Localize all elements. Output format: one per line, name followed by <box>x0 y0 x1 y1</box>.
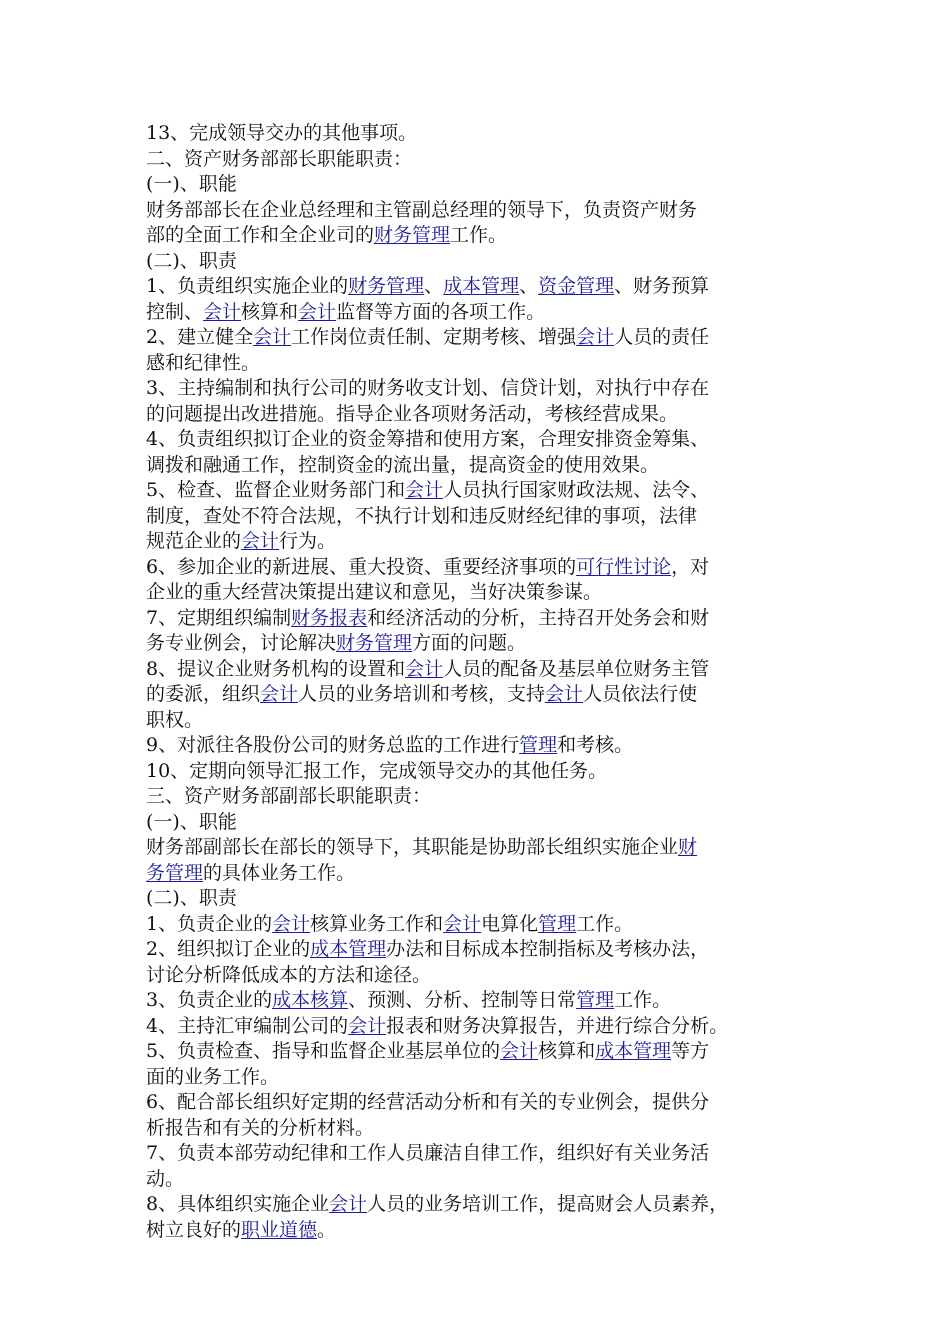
text-line <box>146 402 816 428</box>
text-segment: 的具体业务工作。 <box>203 861 356 884</box>
text-line <box>146 1192 816 1218</box>
text-line <box>146 529 816 555</box>
text-segment: 6、参加企业的新进展、重大投资、重要经济事项的 <box>146 555 577 578</box>
text-segment: 办法和目标成本控制指标及考核办法， <box>386 938 710 960</box>
hyperlink[interactable]: 会计 <box>241 530 280 552</box>
text-line <box>146 478 816 504</box>
text-segment: 职权。 <box>146 708 204 731</box>
text-segment: 2、建立健全 <box>146 326 254 348</box>
text-segment: 和考核。 <box>557 734 634 756</box>
text-segment: 感和纪律性。 <box>146 351 261 374</box>
text-segment: 人员的业务培训工作，提高财会人员素养， <box>367 1193 729 1215</box>
text-line <box>146 1014 816 1040</box>
text-segment: 10、定期向领导汇报工作，完成领导交办的其他任务。 <box>146 759 608 782</box>
text-segment: 人员的责任 <box>614 326 710 348</box>
text-line <box>146 759 816 785</box>
text-segment: (一)、职能 <box>146 173 237 195</box>
text-line <box>146 555 816 581</box>
text-segment: 9、对派往各股份公司的财务总监的工作进行 <box>146 734 520 756</box>
text-line <box>146 1116 816 1142</box>
text-segment: (二)、职责 <box>146 249 237 272</box>
text-line <box>146 1039 816 1065</box>
text-segment: 13、完成领导交办的其他事项。 <box>146 122 418 144</box>
text-segment: 报表和财务决算报告，并进行综合分析。 <box>386 1014 729 1037</box>
text-segment: 、 <box>424 275 444 297</box>
hyperlink[interactable]: 会计 <box>545 683 584 705</box>
text-line <box>146 861 816 887</box>
text-segment: 、 <box>519 275 539 297</box>
hyperlink[interactable]: 会计 <box>260 683 299 705</box>
text-segment: (二)、职责 <box>146 887 237 909</box>
hyperlink[interactable]: 财务管理 <box>348 275 425 297</box>
text-segment: 工作。 <box>450 224 508 246</box>
text-line <box>146 325 816 351</box>
hyperlink[interactable]: 管理 <box>519 734 558 756</box>
hyperlink[interactable]: 成本管理 <box>310 938 387 960</box>
text-line <box>146 1065 816 1091</box>
text-segment: 部的全面工作和全企业司的 <box>146 224 375 246</box>
text-segment: 规范企业的 <box>146 530 242 552</box>
text-line <box>146 963 816 989</box>
hyperlink[interactable]: 会计 <box>298 300 337 323</box>
text-segment: 的委派，组织 <box>146 683 261 705</box>
text-segment: 的问题提出改进措施。指导企业各项财务活动，考核经营成果。 <box>146 402 679 425</box>
text-segment: 3、主持编制和执行公司的财务收支计划、信贷计划，对执行中存在 <box>146 377 710 399</box>
text-line <box>146 274 816 300</box>
text-line <box>146 1141 816 1167</box>
text-segment: 和经济活动的分析，主持召开处务会和财 <box>367 606 710 629</box>
text-line <box>146 1218 816 1244</box>
hyperlink[interactable]: 会计 <box>203 300 242 323</box>
text-segment: 方面的问题。 <box>412 632 527 654</box>
hyperlink[interactable]: 务管理 <box>146 861 204 884</box>
text-line <box>146 427 816 453</box>
text-segment: 、预测、分析、控制等日常 <box>348 989 577 1011</box>
text-segment: 人员的配备及基层单位财务主管 <box>443 657 710 680</box>
hyperlink[interactable]: 会计 <box>405 657 444 680</box>
hyperlink[interactable]: 管理 <box>576 989 615 1011</box>
hyperlink[interactable]: 资金管理 <box>538 275 615 297</box>
text-segment: 三、资产财务部副部长职能职责： <box>146 785 432 807</box>
text-segment: (一)、职能 <box>146 810 237 833</box>
hyperlink[interactable]: 会计 <box>576 326 615 348</box>
text-line <box>146 988 816 1014</box>
text-line <box>146 631 816 657</box>
hyperlink[interactable]: 财务报表 <box>291 606 368 629</box>
text-segment: 监督等方面的各项工作。 <box>336 300 546 323</box>
text-segment: 人员的业务培训和考核，支持 <box>298 683 546 705</box>
text-segment: 动。 <box>146 1167 185 1190</box>
text-line <box>146 912 816 938</box>
text-segment: 6、配合部长组织好定期的经营活动分析和有关的专业例会，提供分 <box>146 1091 710 1113</box>
text-segment: 1、负责组织实施企业的 <box>146 275 349 297</box>
hyperlink[interactable]: 会计 <box>405 479 444 501</box>
text-line <box>146 351 816 377</box>
text-segment: 二、资产财务部部长职能职责： <box>146 147 413 170</box>
text-line <box>146 937 816 963</box>
text-line <box>146 376 816 402</box>
text-segment: 3、负责企业的 <box>146 989 273 1011</box>
hyperlink[interactable]: 财务管理 <box>336 632 413 654</box>
text-line <box>146 606 816 632</box>
text-line <box>146 1167 816 1193</box>
text-segment: 树立良好的 <box>146 1218 242 1241</box>
document-body <box>146 121 816 1243</box>
text-segment: 务专业例会，讨论解决 <box>146 632 337 654</box>
text-segment: 电算化 <box>481 912 539 935</box>
text-line <box>146 172 816 198</box>
text-segment: 1、负责企业的 <box>146 912 273 935</box>
text-segment: 面的业务工作。 <box>146 1065 280 1088</box>
text-segment: 4、主持汇审编制公司的 <box>146 1014 349 1037</box>
text-segment: 核算业务工作和 <box>310 912 444 935</box>
text-segment: 8、提议企业财务机构的设置和 <box>146 657 406 680</box>
hyperlink[interactable]: 成本管理 <box>443 275 520 297</box>
text-segment: 7、定期组织编制 <box>146 606 292 629</box>
text-line <box>146 810 816 836</box>
text-segment: 5、负责检查、指导和监督企业基层单位的 <box>146 1040 501 1062</box>
text-segment: 行为。 <box>279 530 337 552</box>
text-segment: 财务部副部长在部长的领导下，其职能是协助部长组织实施企业 <box>146 836 679 858</box>
text-segment: 核算和 <box>241 300 299 323</box>
text-line <box>146 249 816 275</box>
hyperlink[interactable]: 会计 <box>253 326 292 348</box>
text-segment: 工作。 <box>576 912 634 935</box>
hyperlink[interactable]: 成本管理 <box>595 1040 672 1062</box>
text-segment: 核算和 <box>538 1040 596 1062</box>
text-segment: 等方 <box>671 1040 710 1062</box>
hyperlink[interactable]: 会计 <box>272 912 311 935</box>
hyperlink[interactable]: 职业道德 <box>241 1218 318 1241</box>
text-segment: 析报告和有关的分析材料。 <box>146 1116 375 1139</box>
text-segment: 人员依法行使 <box>583 683 698 705</box>
text-line <box>146 835 816 861</box>
text-line <box>146 121 816 147</box>
text-segment: 工作岗位责任制、定期考核、增强 <box>291 326 577 348</box>
hyperlink[interactable]: 可行性讨论 <box>576 555 672 578</box>
text-segment: 7、负责本部劳动纪律和工作人员廉洁自律工作，组织好有关业务活 <box>146 1142 710 1164</box>
text-line <box>146 682 816 708</box>
text-segment: 。 <box>317 1218 337 1241</box>
text-segment: 讨论分析降低成本的方法和途径。 <box>146 963 432 986</box>
hyperlink[interactable]: 成本核算 <box>272 989 349 1011</box>
text-line <box>146 223 816 249</box>
text-line <box>146 733 816 759</box>
hyperlink[interactable]: 会计 <box>500 1040 539 1062</box>
text-line <box>146 657 816 683</box>
text-line <box>146 300 816 326</box>
hyperlink[interactable]: 财务管理 <box>374 224 451 246</box>
text-segment: 8、具体组织实施企业 <box>146 1193 330 1215</box>
hyperlink[interactable]: 会计 <box>348 1014 387 1037</box>
text-line <box>146 504 816 530</box>
text-segment: 财务部部长在企业总经理和主管副总经理的领导下，负责资产财务 <box>146 198 698 221</box>
text-segment: 人员执行国家财政法规、法令、 <box>443 479 710 501</box>
text-segment: 工作。 <box>614 989 672 1011</box>
text-segment: 企业的重大经营决策提出建议和意见，当好决策参谋。 <box>146 581 603 603</box>
text-line <box>146 453 816 479</box>
text-line <box>146 580 816 606</box>
hyperlink[interactable]: 管理 <box>538 912 577 935</box>
text-line <box>146 886 816 912</box>
hyperlink[interactable]: 财 <box>678 836 698 858</box>
text-segment: ，对 <box>671 555 710 578</box>
text-line <box>146 198 816 224</box>
text-segment: 制度，查处不符合法规，不执行计划和违反财经纪律的事项，法律 <box>146 504 698 527</box>
text-segment: 4、负责组织拟订企业的资金筹措和使用方案，合理安排资金筹集、 <box>146 428 710 450</box>
text-line <box>146 147 816 173</box>
text-segment: 调拨和融通工作，控制资金的流出量，提高资金的使用效果。 <box>146 453 660 476</box>
text-segment: 5、检查、监督企业财务部门和 <box>146 479 406 501</box>
text-line <box>146 784 816 810</box>
hyperlink[interactable]: 会计 <box>443 912 482 935</box>
hyperlink[interactable]: 会计 <box>329 1193 368 1215</box>
text-line <box>146 708 816 734</box>
text-segment: 2、组织拟订企业的 <box>146 938 311 960</box>
text-segment: 、财务预算 <box>614 275 710 297</box>
text-line <box>146 1090 816 1116</box>
text-segment: 控制、 <box>146 300 204 323</box>
